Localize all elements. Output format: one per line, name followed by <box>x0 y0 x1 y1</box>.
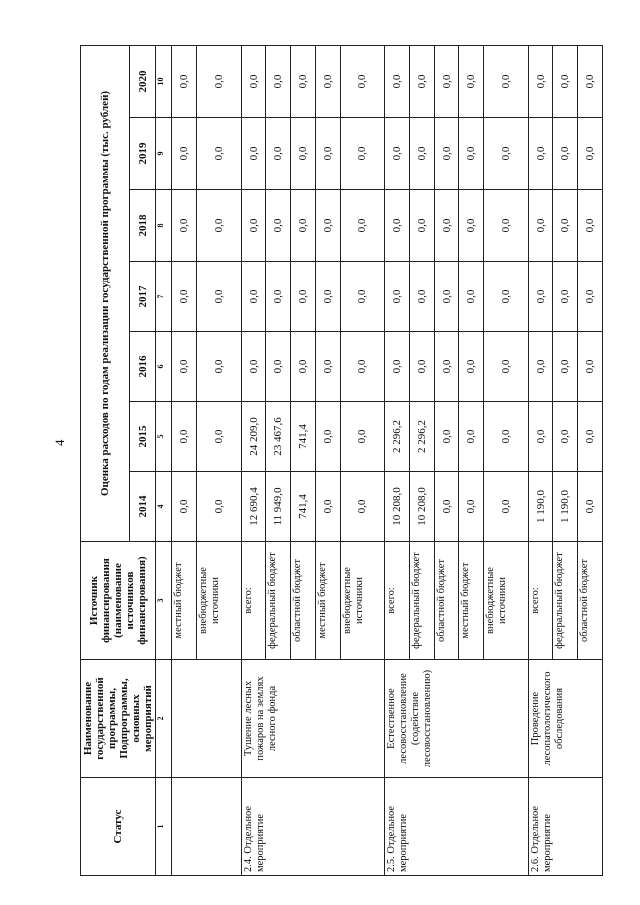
value-cell: 0,0 <box>434 402 459 472</box>
value-cell: 0,0 <box>459 332 484 402</box>
value-cell: 0,0 <box>528 262 553 332</box>
value-cell: 0,0 <box>315 472 340 542</box>
header-year: 2015 <box>130 402 156 472</box>
index-cell: 9 <box>156 118 172 190</box>
value-cell: 0,0 <box>197 332 242 402</box>
header-estimate: Оценка расходов по годам реализации государственной программы (тыс. рублей) <box>81 45 130 541</box>
index-cell: 10 <box>156 45 172 117</box>
source-cell: местный бюджет <box>172 542 197 660</box>
value-cell: 0,0 <box>434 472 459 542</box>
value-cell: 0,0 <box>315 402 340 472</box>
value-cell: 0,0 <box>578 472 603 542</box>
value-cell: 0,0 <box>197 190 242 262</box>
value-cell: 0,0 <box>528 118 553 190</box>
value-cell: 0,0 <box>484 118 529 190</box>
source-cell: областной бюджет <box>291 542 316 660</box>
source-cell: областной бюджет <box>434 542 459 660</box>
value-cell: 0,0 <box>578 262 603 332</box>
value-cell: 11 949,0 <box>266 472 291 542</box>
activity-name-cell: Естественное лесовосстановление (содействие лесовосстановлению) <box>385 660 528 778</box>
source-cell: внебюджетные источники <box>197 542 242 660</box>
source-cell: местный бюджет <box>459 542 484 660</box>
header-year: 2016 <box>130 332 156 402</box>
value-cell: 0,0 <box>528 190 553 262</box>
value-cell: 0,0 <box>172 262 197 332</box>
rotated-page <box>80 46 597 876</box>
value-cell: 0,0 <box>385 190 410 262</box>
value-cell: 0,0 <box>340 118 385 190</box>
index-cell: 8 <box>156 190 172 262</box>
source-cell: областной бюджет <box>578 542 603 660</box>
source-cell: федеральный бюджет <box>553 542 578 660</box>
header-source: Источник финансирования (наименование источников финансирования) <box>81 542 156 660</box>
value-cell: 0,0 <box>172 402 197 472</box>
activity-name-cell: Тушение лесных пожаров на землях лесного фонда <box>241 660 384 778</box>
value-cell: 0,0 <box>578 332 603 402</box>
value-cell: 0,0 <box>528 332 553 402</box>
value-cell: 24 209,0 <box>241 402 266 472</box>
value-cell: 0,0 <box>266 45 291 117</box>
value-cell: 0,0 <box>409 262 434 332</box>
page-number: 4 <box>52 439 67 446</box>
value-cell: 0,0 <box>553 45 578 117</box>
index-row <box>156 45 172 875</box>
empty-cell <box>172 660 241 778</box>
value-cell: 0,0 <box>385 118 410 190</box>
value-cell: 0,0 <box>197 118 242 190</box>
value-cell: 0,0 <box>266 118 291 190</box>
value-cell: 0,0 <box>340 45 385 117</box>
value-cell: 0,0 <box>172 45 197 117</box>
value-cell: 0,0 <box>578 45 603 117</box>
value-cell: 1 190,0 <box>553 472 578 542</box>
value-cell: 0,0 <box>197 262 242 332</box>
header-year: 2017 <box>130 262 156 332</box>
value-cell: 0,0 <box>385 262 410 332</box>
value-cell: 0,0 <box>241 45 266 117</box>
value-cell: 0,0 <box>340 190 385 262</box>
value-cell: 0,0 <box>291 45 316 117</box>
value-cell: 0,0 <box>291 190 316 262</box>
value-cell: 0,0 <box>340 262 385 332</box>
value-cell: 0,0 <box>484 262 529 332</box>
value-cell: 0,0 <box>528 402 553 472</box>
activity-name-cell: Проведение лесопатологического обследования <box>528 660 602 778</box>
value-cell: 0,0 <box>578 190 603 262</box>
value-cell: 0,0 <box>484 190 529 262</box>
value-cell: 0,0 <box>434 262 459 332</box>
value-cell: 0,0 <box>409 45 434 117</box>
value-cell: 0,0 <box>340 332 385 402</box>
source-cell: федеральный бюджет <box>409 542 434 660</box>
value-cell: 0,0 <box>241 118 266 190</box>
table-row <box>241 45 266 875</box>
index-cell: 7 <box>156 262 172 332</box>
value-cell: 0,0 <box>197 402 242 472</box>
value-cell: 0,0 <box>315 332 340 402</box>
value-cell: 0,0 <box>459 402 484 472</box>
value-cell: 0,0 <box>459 262 484 332</box>
value-cell: 0,0 <box>578 118 603 190</box>
value-cell: 0,0 <box>553 402 578 472</box>
value-cell: 0,0 <box>172 332 197 402</box>
value-cell: 0,0 <box>528 45 553 117</box>
value-cell: 0,0 <box>553 190 578 262</box>
value-cell: 2 296,2 <box>385 402 410 472</box>
value-cell: 0,0 <box>315 45 340 117</box>
index-cell: 4 <box>156 472 172 542</box>
value-cell: 10 208,0 <box>409 472 434 542</box>
value-cell: 0,0 <box>315 190 340 262</box>
table-row <box>528 45 553 875</box>
value-cell: 0,0 <box>553 332 578 402</box>
value-cell: 0,0 <box>553 118 578 190</box>
empty-cell <box>172 778 241 876</box>
value-cell: 741,4 <box>291 402 316 472</box>
budget-table <box>80 45 603 876</box>
value-cell: 0,0 <box>315 262 340 332</box>
value-cell: 0,0 <box>385 45 410 117</box>
index-cell: 3 <box>156 542 172 660</box>
header-year: 2014 <box>130 472 156 542</box>
value-cell: 0,0 <box>241 190 266 262</box>
source-cell: всего: <box>528 542 553 660</box>
value-cell: 0,0 <box>434 118 459 190</box>
source-cell: внебюджетные источники <box>484 542 529 660</box>
value-cell: 0,0 <box>340 472 385 542</box>
source-cell: федеральный бюджет <box>266 542 291 660</box>
table-row <box>172 45 197 875</box>
value-cell: 0,0 <box>197 45 242 117</box>
value-cell: 0,0 <box>266 332 291 402</box>
status-cell: 2.5. Отдельное мероприятие <box>385 778 528 876</box>
source-cell: внебюджетные источники <box>340 542 385 660</box>
value-cell: 0,0 <box>291 332 316 402</box>
value-cell: 0,0 <box>484 332 529 402</box>
value-cell: 12 690,4 <box>241 472 266 542</box>
index-cell: 1 <box>156 778 172 876</box>
value-cell: 0,0 <box>409 190 434 262</box>
index-cell: 6 <box>156 332 172 402</box>
value-cell: 0,0 <box>266 262 291 332</box>
header-year: 2019 <box>130 118 156 190</box>
value-cell: 0,0 <box>315 118 340 190</box>
value-cell: 0,0 <box>197 472 242 542</box>
value-cell: 0,0 <box>291 262 316 332</box>
value-cell: 0,0 <box>385 332 410 402</box>
header-status: Статус <box>81 778 156 876</box>
index-cell: 5 <box>156 402 172 472</box>
source-cell: всего: <box>385 542 410 660</box>
value-cell: 0,0 <box>434 190 459 262</box>
value-cell: 0,0 <box>553 262 578 332</box>
value-cell: 0,0 <box>409 118 434 190</box>
source-cell: всего: <box>241 542 266 660</box>
value-cell: 0,0 <box>578 402 603 472</box>
value-cell: 0,0 <box>291 118 316 190</box>
source-cell: местный бюджет <box>315 542 340 660</box>
value-cell: 0,0 <box>409 332 434 402</box>
table-body <box>156 45 603 875</box>
index-cell: 2 <box>156 660 172 778</box>
status-cell: 2.6. Отдельное мероприятие <box>528 778 602 876</box>
value-cell: 1 190,0 <box>528 472 553 542</box>
value-cell: 0,0 <box>172 190 197 262</box>
value-cell: 0,0 <box>340 402 385 472</box>
value-cell: 0,0 <box>459 472 484 542</box>
value-cell: 0,0 <box>241 262 266 332</box>
value-cell: 23 467,6 <box>266 402 291 472</box>
value-cell: 0,0 <box>484 472 529 542</box>
header-year: 2020 <box>130 45 156 117</box>
value-cell: 0,0 <box>241 332 266 402</box>
value-cell: 0,0 <box>434 332 459 402</box>
value-cell: 0,0 <box>172 118 197 190</box>
value-cell: 10 208,0 <box>385 472 410 542</box>
value-cell: 0,0 <box>484 402 529 472</box>
table-row <box>385 45 410 875</box>
value-cell: 0,0 <box>459 45 484 117</box>
value-cell: 0,0 <box>484 45 529 117</box>
value-cell: 0,0 <box>459 190 484 262</box>
header-name: Наименование государственной программы, Подпрограммы, основных мероприятий <box>81 660 156 778</box>
value-cell: 2 296,2 <box>409 402 434 472</box>
value-cell: 0,0 <box>459 118 484 190</box>
value-cell: 0,0 <box>266 190 291 262</box>
value-cell: 0,0 <box>172 472 197 542</box>
status-cell: 2.4. Отдельное мероприятие <box>241 778 384 876</box>
value-cell: 741,4 <box>291 472 316 542</box>
header-year: 2018 <box>130 190 156 262</box>
value-cell: 0,0 <box>434 45 459 117</box>
